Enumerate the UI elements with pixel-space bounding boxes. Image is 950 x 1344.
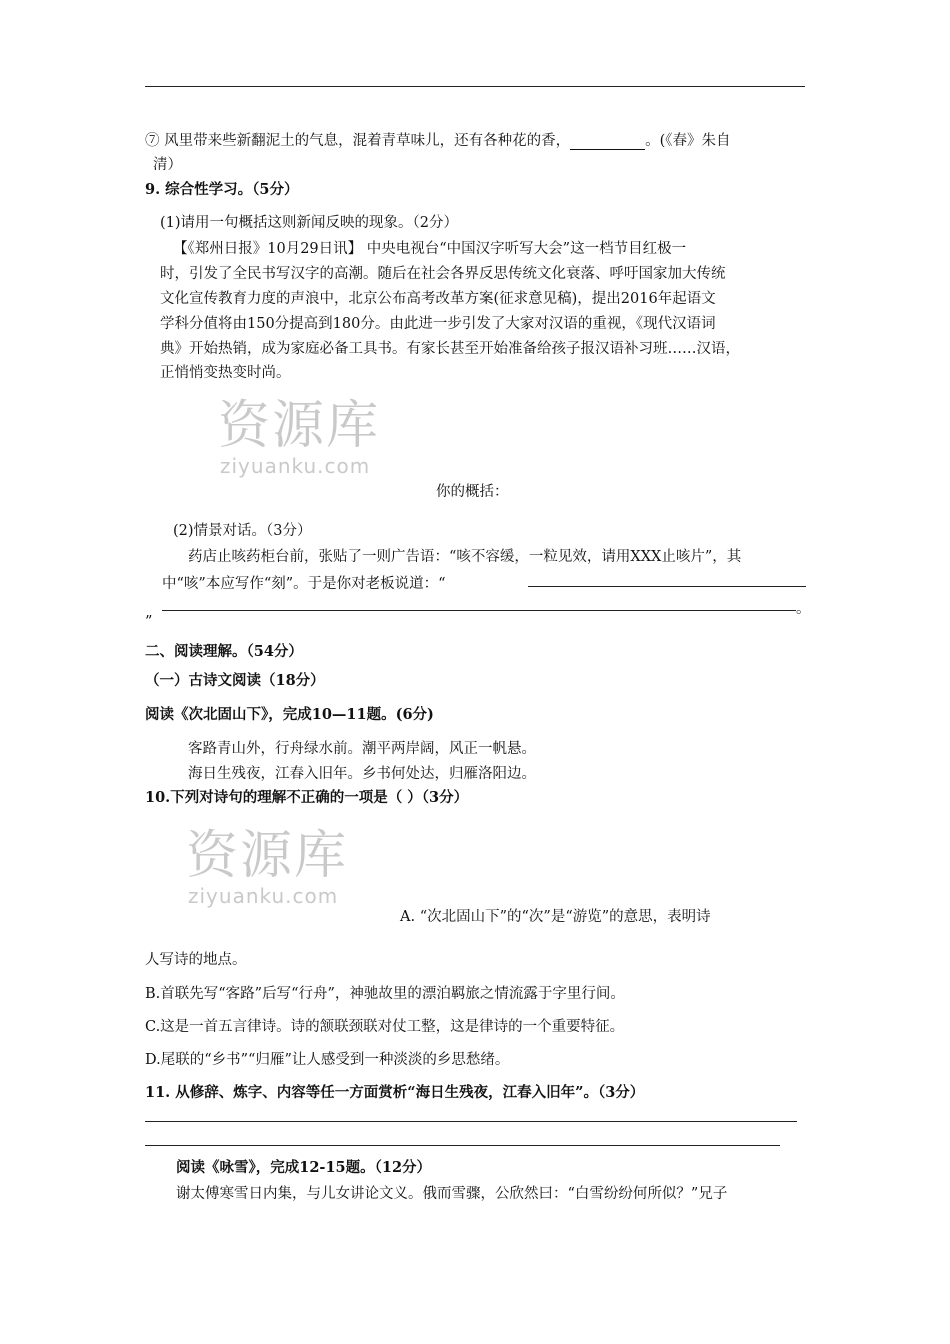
q10-option-c: C.这是一首五言律诗。诗的颔联颈联对仗工整，这是律诗的一个重要特征。	[145, 1019, 625, 1035]
answer-line[interactable]	[162, 610, 796, 611]
summary-label: 你的概括：	[436, 484, 509, 500]
dialog-end-mark: 。	[796, 601, 811, 617]
watermark-url: ziyuanku.com	[220, 454, 371, 478]
q10-title: 10.下列对诗句的理解不正确的一项是（ ）（3分）	[145, 789, 469, 806]
q10-option-a-cont: 人写诗的地点。	[145, 952, 247, 968]
poem-line: 客路青山外，行舟绿水前。潮平两岸阔，风正一帆悬。	[188, 741, 536, 757]
poem-line: 海日生残夜，江春入旧年。乡书何处达，归雁洛阳边。	[188, 766, 536, 782]
news-line: 文化宣传教育力度的声浪中，北京公布高考改革方案(征求意见稿)，提出2016年起语文	[160, 291, 716, 307]
q10-option-a: A. “次北固山下”的“次”是“游览”的意思，表明诗	[400, 909, 711, 925]
answer-line[interactable]	[145, 1121, 797, 1122]
news-line: 【《郑州日报》10月29日讯】 中央电视台“中国汉字听写大会”这一档节目红极一	[173, 241, 687, 257]
header-rule	[145, 86, 805, 87]
section2-title: 二、阅读理解。（54分）	[145, 643, 303, 660]
q10-option-d: D.尾联的“乡书”“归雁”让人感受到一种淡淡的乡思愁绪。	[145, 1052, 510, 1068]
reading2-title: 阅读《咏雪》，完成12-15题。（12分）	[176, 1159, 432, 1176]
watermark-logo	[186, 828, 348, 908]
news-line: 时，引发了全民书写汉字的高潮。随后在社会各界反思传统文化衰落、呼吁国家加大传统	[160, 266, 726, 282]
q9-part1-label: (1)请用一句概括这则新闻反映的现象。（2分）	[160, 215, 459, 231]
reading2-text: 谢太傅寒雪日内集，与儿女讲论文义。俄而雪骤，公欣然曰：“白雪纷纷何所似？”兄子	[176, 1186, 728, 1202]
news-line: 典》开始热销，成为家庭必备工具书。有家长甚至开始准备给孩子报汉语补习班……汉语，	[160, 341, 740, 357]
watermark-logo	[218, 398, 380, 478]
watermark-url: ziyuanku.com	[188, 884, 339, 908]
q7-line	[145, 129, 731, 150]
reading1-title: 阅读《次北固山下》，完成10—11题。(6分)	[145, 706, 434, 723]
watermark-text: 资源库	[186, 826, 349, 886]
q9-part2-label: (2)情景对话。（3分）	[173, 523, 312, 539]
q7-source: 。(《春》朱自	[645, 133, 731, 149]
watermark-text: 资源库	[218, 396, 381, 456]
q7-answer-blank[interactable]	[570, 135, 645, 150]
answer-line[interactable]	[145, 1145, 780, 1146]
news-line: 正悄悄变热变时尚。	[160, 365, 291, 381]
news-line: 学科分值将由150分提高到180分。由此进一步引发了大家对汉语的重视，《现代汉语词	[160, 316, 716, 332]
dialog-close-quote: ”	[145, 614, 153, 630]
dialog-line: 中“咳”本应写作“刻”。于是你对老板说道：“	[162, 576, 446, 592]
q7-line-2: 清）	[153, 157, 182, 173]
answer-line[interactable]	[528, 586, 806, 587]
q9-title: 9. 综合性学习。（5分）	[145, 181, 299, 198]
q11-title: 11. 从修辞、炼字、内容等任一方面赏析“海日生残夜，江春入旧年”。（3分）	[145, 1084, 645, 1101]
q10-option-b: B.首联先写“客路”后写“行舟”，神驰故里的漂泊羁旅之情流露于字里行间。	[145, 986, 625, 1002]
subsection-title: （一）古诗文阅读（18分）	[145, 672, 325, 689]
dialog-line: 药店止咳药柜台前，张贴了一则广告语：“咳不容缓，一粒见效，请用XXX止咳片”，其	[188, 549, 742, 565]
q7-text: ⑦ 风里带来些新翻泥土的气息，混着青草味儿，还有各种花的香，	[145, 133, 571, 149]
